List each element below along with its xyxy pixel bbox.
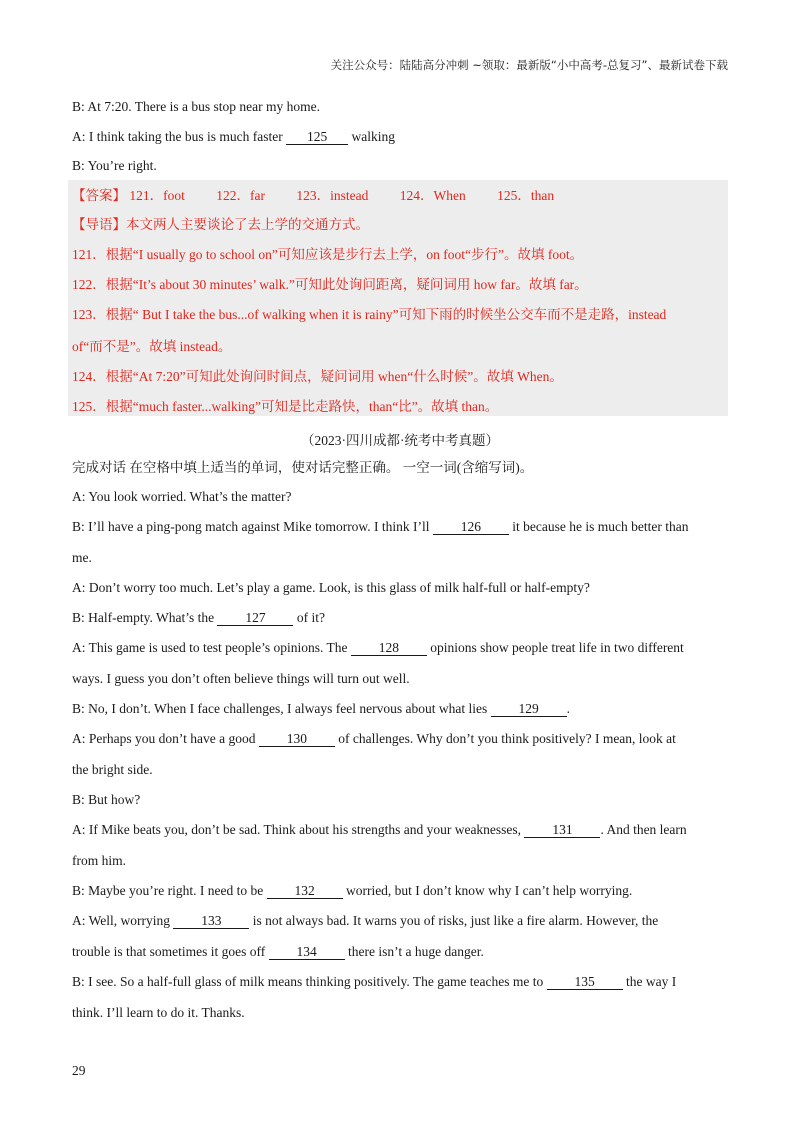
dialog2-line: B: I’ll have a ping-pong match against Mike tomorrow. I think I’ll 126 it because he is much better than <box>72 519 689 534</box>
answer-blank: 128 <box>351 640 427 656</box>
dialog2-line: B: Maybe you’re right. I need to be 132 worried, but I don’t know why I can’t help worrying. <box>72 883 633 898</box>
answer-blank: 134 <box>269 944 345 960</box>
answer-item: 124．When <box>399 188 466 203</box>
dialog2-line: B: Half-empty. What’s the 127 of it? <box>72 610 325 625</box>
explanation-line: 123．根据“ But I take the bus...of walking when it is rainy”可知下雨的时候坐公交车而不是走路，instead <box>72 307 667 322</box>
dialog2-line: A: Don’t worry too much. Let’s play a game. Look, is this glass of milk half-full or half-empty? <box>72 580 590 595</box>
answer-item: 125．than <box>497 188 555 203</box>
page-header: 关注公众号：陆陆高分冲刺 ~领取：最新版“小中高考-总复习”、最新试卷下载 <box>330 58 728 72</box>
answer-blank: 132 <box>267 883 343 899</box>
section-title: （2023·四川成都·统考中考真题） <box>301 433 499 448</box>
dialog2-line: A: If Mike beats you, don’t be sad. Think about his strengths and your weaknesses, 131 . And then learn <box>72 822 687 837</box>
answer-item: 123．instead <box>296 188 369 203</box>
answer-blank: 133 <box>173 913 249 929</box>
dialog2-line: A: This game is used to test people’s opinions. The 128 opinions show people treat life in two different <box>72 640 684 655</box>
guide-text: 【导语】本文两人主要谈论了去上学的交通方式。 <box>72 217 369 232</box>
dialog2-line: A: You look worried. What’s the matter? <box>72 489 292 504</box>
dialog2-line: from him. <box>72 853 126 868</box>
answer-line <box>72 187 582 205</box>
dialog2-line: the bright side. <box>72 762 153 777</box>
explanation-line: 124．根据“At 7:20”可知此处询问时间点，疑问词用 when“什么时候”。故填 When。 <box>72 369 563 384</box>
explanation-line: 121．根据“I usually go to school on”可知应该是步行去上学，on foot“步行”。故填 foot。 <box>72 247 584 262</box>
explanation-line: of“而不是”。故填 instead。 <box>72 339 232 354</box>
dialog1-line: A: I think taking the bus is much faster 125 walking <box>72 129 395 144</box>
dialog2-line: A: Well, worrying 133 is not always bad. It warns you of risks, just like a fire alarm. However, the <box>72 913 659 928</box>
dialog1-line: B: You’re right. <box>72 158 157 173</box>
dialog2-line: A: Perhaps you don’t have a good 130 of challenges. Why don’t you think positively? I mean, look at <box>72 731 676 746</box>
dialog2-line: B: I see. So a half-full glass of milk means thinking positively. The game teaches me to 135 the way I <box>72 974 677 989</box>
answer-blank: 135 <box>547 974 623 990</box>
answer-blank: 125 <box>286 129 348 145</box>
answer-blank: 127 <box>217 610 293 626</box>
answer-item: 121．foot <box>129 188 185 203</box>
dialog1-line: B: At 7:20. There is a bus stop near my home. <box>72 99 320 114</box>
page-number: 29 <box>72 1063 86 1078</box>
answer-blank: 126 <box>433 519 509 535</box>
explanation-line: 125．根据“much faster...walking”可知是比走路快，than“比”。故填 than。 <box>72 399 499 414</box>
answer-item: 122．far <box>216 188 265 203</box>
answer-blank: 130 <box>259 731 335 747</box>
explanation-line: 122．根据“It’s about 30 minutes’ walk.”可知此处询问距离，疑问词用 how far。故填 far。 <box>72 277 588 292</box>
instruction: 完成对话 在空格中填上适当的单词，使对话完整正确。 一空一词(含缩写词)。 <box>72 460 534 475</box>
answer-label: 【答案】 <box>72 188 126 203</box>
dialog2-line: think. I’ll learn to do it. Thanks. <box>72 1005 245 1020</box>
dialog2-line: B: No, I don’t. When I face challenges, I always feel nervous about what lies 129 . <box>72 701 570 716</box>
answer-blank: 129 <box>491 701 567 717</box>
dialog2-line: trouble is that sometimes it goes off 134 there isn’t a huge danger. <box>72 944 484 959</box>
dialog2-line: B: But how? <box>72 792 141 807</box>
answer-blank: 131 <box>524 822 600 838</box>
dialog2-line: me. <box>72 550 92 565</box>
dialog2-line: ways. I guess you don’t often believe things will turn out well. <box>72 671 410 686</box>
